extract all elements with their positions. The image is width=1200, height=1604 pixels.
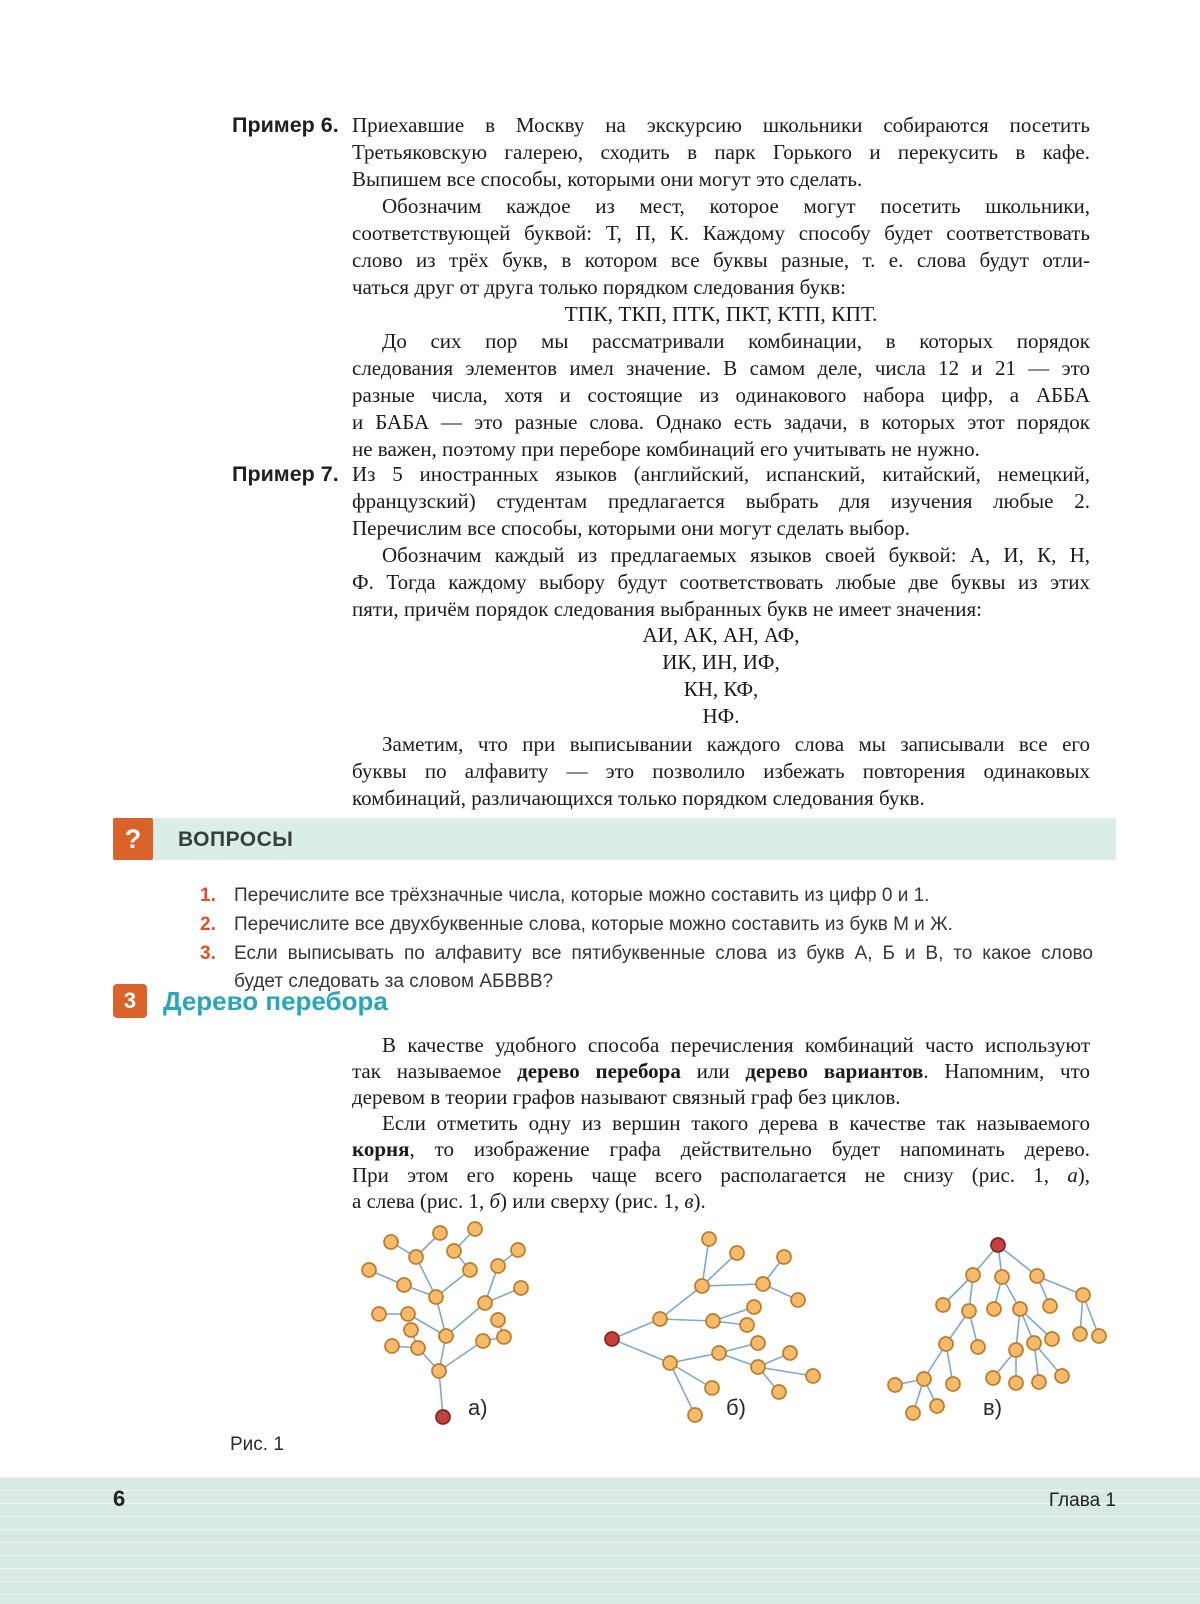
word-list-tpk: ТПК, ТКП, ПТК, ПКТ, КТП, КПТ. [564,302,878,326]
text-line: Выпишем все способы, которыми они могут это сделать. [352,167,863,191]
text-line: не важен, поэтому при переборе комбинаций его учитывать не нужно. [352,437,980,461]
paragraph [352,193,1090,301]
question-text [234,882,1093,910]
tree-edges [895,1245,1099,1413]
example-7-label: Пример 7. [232,462,339,486]
text-line: Перечислите все двухбуквенные слова, которые можно составить из букв М и Ж. [234,914,953,935]
figure-label-b: б) [726,1395,746,1420]
example-6-text [352,112,1090,301]
section-number-badge: 3 [113,984,147,1018]
question-text [234,911,1093,939]
text-line: Если выписывать по алфавиту все пятибуквенные слова из букв А, Б и В, то какое слово [234,943,1093,964]
question-mark-icon [113,818,153,860]
tree-figure-v [850,1196,1120,1426]
text-line: деревом в теории графов называют связный граф без циклов. [352,1085,901,1109]
questions-list [200,882,1093,997]
page-footer [0,1477,1200,1604]
example-6-label: Пример 6. [232,113,339,137]
question-item-1 [200,882,1093,910]
text-line: КН, КФ, [683,677,759,701]
questions-banner [113,818,1116,860]
text-line: корня, то изображение графа действительно будет напоминать дерево. [352,1137,1090,1161]
tree-nodes [362,1222,528,1424]
text-line: Ф. Тогда каждому выбору будут соответствовать любые две буквы из этих [352,570,1090,594]
tree-figure-a [330,1218,570,1433]
text-line: Третьяковскую галерею, сходить в парк Горького и перекусить в кафе. [352,140,1090,164]
letter-pairs-list [352,622,1090,730]
text-line: следования элементов имел значение. В самом деле, числа 12 и 21 — это [352,356,1090,380]
text-line: слово из трёх букв, в котором все буквы разные, т. е. слова будут отли- [352,248,1090,272]
text-line: ИК, ИН, ИФ, [662,650,780,674]
question-item-2 [200,911,1093,939]
text-line: НФ. [702,704,740,728]
text-line: разные числа, хотя и состоящие из одинакового набора цифр, а АББА [352,383,1090,407]
text-line: комбинаций, различающихся только порядком следования букв. [352,786,925,810]
text-line: В качестве удобного способа перечисления комбинаций часто используют [382,1033,1090,1057]
text-line: Перечислим все способы, которыми они могут сделать выбор. [352,516,911,540]
text-line: Если отметить одну из вершин такого дерева в качестве так называемого [382,1111,1090,1135]
tree-root-node [991,1238,1005,1252]
question-number: 2. [200,914,216,935]
figure-caption: Рис. 1 [230,1434,284,1455]
example-7-text [352,461,1090,623]
question-number: 1. [200,885,216,906]
text-line: так называемое дерево перебора или дерево вариантов. Напомним, что [352,1059,1091,1083]
text-line: Обозначим каждое из мест, которое могут посетить школьники, [382,194,1090,218]
question-number: 3. [200,943,216,964]
text-line: соответствующей буквой: Т, П, К. Каждому способу будет соответствовать [352,221,1090,245]
paragraph [352,112,1090,193]
tree-figure-b [570,1196,830,1426]
text-line: Обозначим каждый из предлагаемых языков своей буквой: А, И, К, Н, [382,543,1090,567]
paragraph [352,542,1090,623]
text-line: Перечислите все трёхзначные числа, которые можно составить из цифр 0 и 1. [234,885,930,906]
questions-title: ВОПРОСЫ [178,827,294,851]
paragraph [352,328,1090,463]
example-7-block [232,461,1090,623]
text-line: АИ, АК, АН, АФ, [642,623,800,647]
paragraph [352,461,1090,542]
figure-label-a: а) [468,1395,488,1420]
example-6-block [232,112,1090,301]
text-line: При этом его корень чаще всего располагается не снизу (рис. 1, а), [352,1163,1090,1187]
tree-root-node [436,1410,450,1424]
text-line: Приехавшие в Москву на экскурсию школьники собираются посетить [352,113,1090,137]
text-line: чаться друг от друга только порядком следования букв: [352,275,846,299]
question-mark-glyph: ? [124,823,142,854]
chapter-label: Глава 1 [1048,1490,1116,1511]
tree-nodes [605,1232,820,1422]
text-line: и БАБА — это разные слова. Однако есть задачи, в которых этот порядок [352,410,1090,434]
tree-root-node [605,1332,619,1346]
tree-nodes [888,1238,1106,1420]
text-line: пяти, причём порядок следования выбранных букв не имеет значения: [352,597,983,621]
page-number: 6 [113,1486,126,1511]
text-line: Из 5 иностранных языков (английский, испанский, китайский, немецкий, [352,462,1090,486]
paragraph [352,731,1090,812]
text-line: французский) студентам предлагается выбрать для изучения любые 2. [352,489,1090,513]
text-line: а слева (рис. 1, б) или сверху (рис. 1, в). [352,1189,706,1213]
text-line: До сих пор мы рассматривали комбинации, в которых порядок [382,329,1090,353]
section-title: Дерево перебора [163,986,388,1016]
text-line: буквы по алфавиту — это позволило избежать повторения одинаковых [352,759,1090,783]
section-3-header [113,984,388,1018]
text-line: Заметим, что при выписывании каждого слова мы записывали все его [382,732,1090,756]
paragraph [352,1032,1090,1110]
text-line: будет следовать за словом АБВВВ? [234,971,554,992]
figure-label-v: в) [983,1395,1003,1420]
